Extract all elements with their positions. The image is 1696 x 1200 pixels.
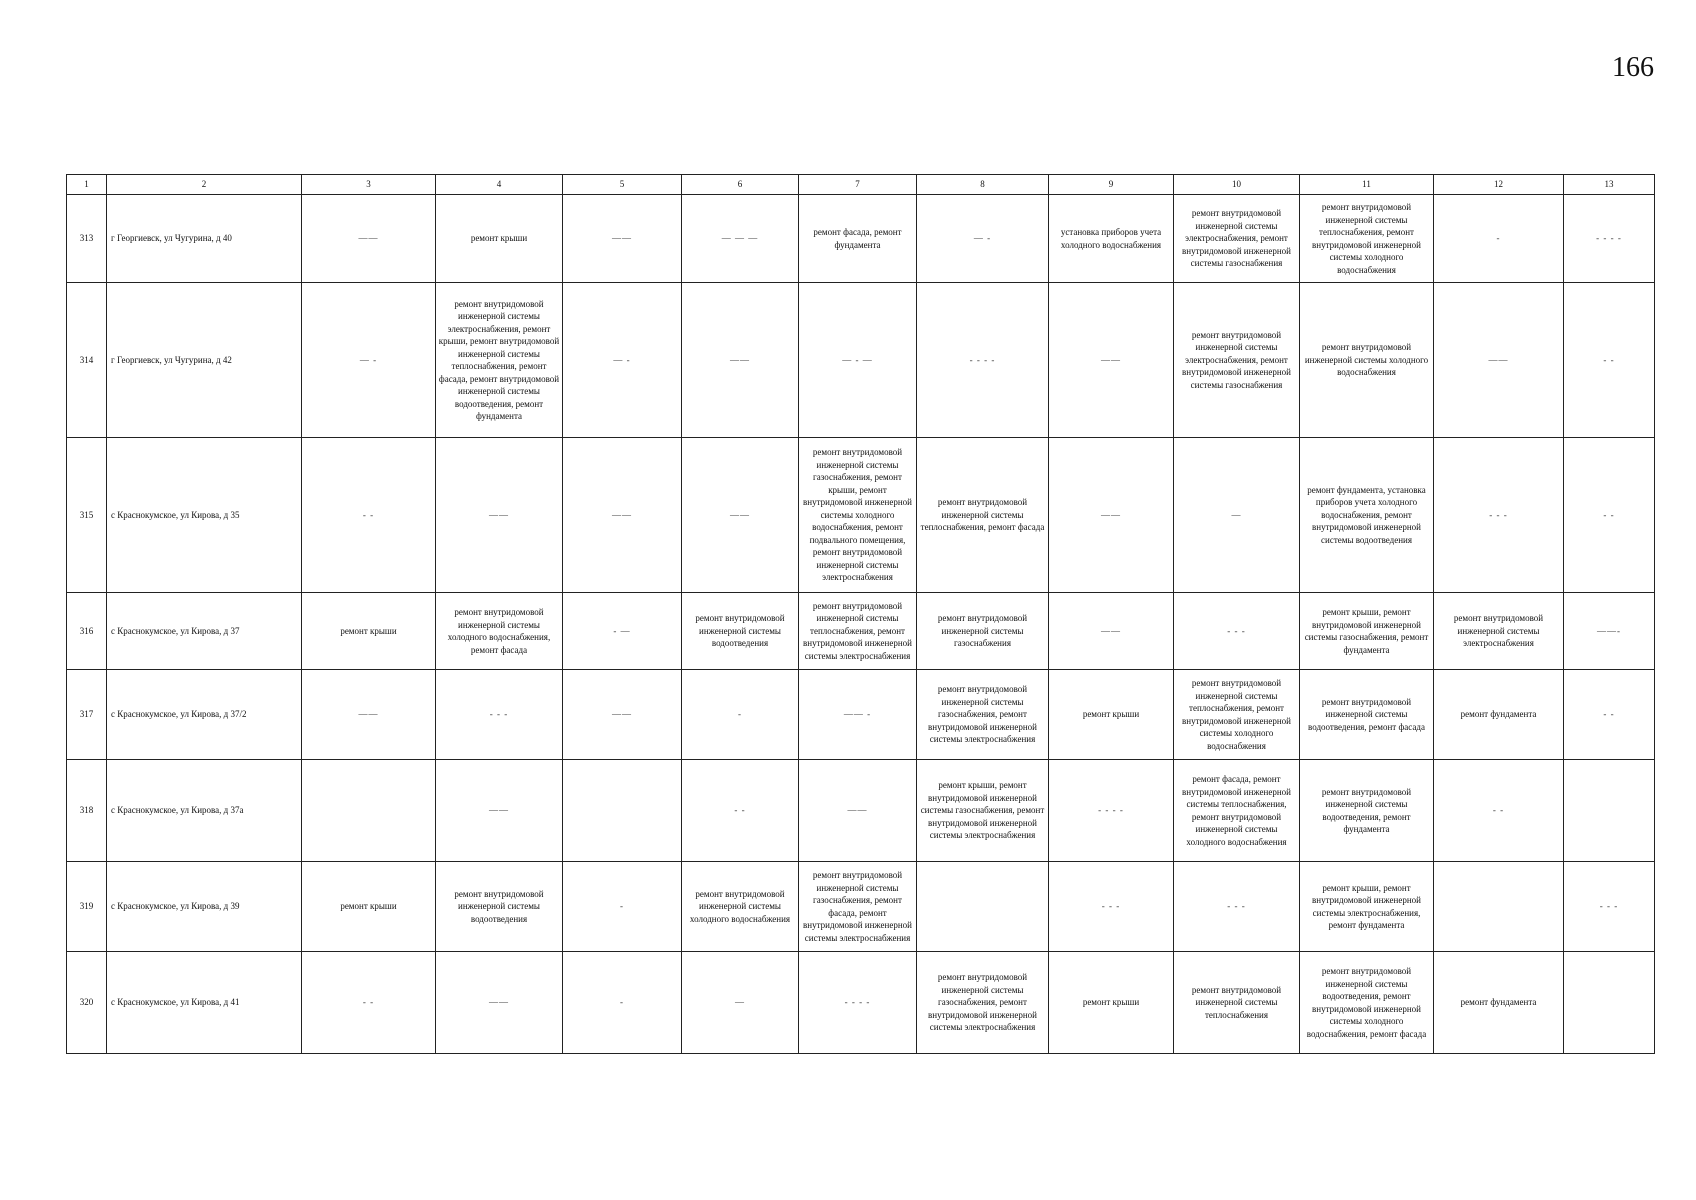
column-header-2: 2: [107, 175, 302, 195]
works-cell-col-5: ——: [563, 670, 682, 760]
column-header-11: 11: [1300, 175, 1434, 195]
header-row: [67, 175, 1655, 195]
column-header-1: 1: [67, 175, 107, 195]
works-cell-col-3: - -: [302, 952, 436, 1054]
works-cell-col-8: ремонт внутридомовой инженерной системы теплоснабжения, ремонт фасада: [917, 438, 1049, 593]
works-cell-col-13: - - -: [1564, 862, 1655, 952]
works-cell-col-12: - - -: [1434, 438, 1564, 593]
row-number-cell: 316: [67, 593, 107, 670]
works-cell-col-9: - - - -: [1049, 760, 1174, 862]
works-cell-col-9: установка приборов учета холодного водоснабжения: [1049, 195, 1174, 283]
works-cell-col-7: — - —: [799, 283, 917, 438]
works-cell-col-7: - - - -: [799, 952, 917, 1054]
table-row: [67, 283, 1655, 438]
column-header-7: 7: [799, 175, 917, 195]
address-cell: с Краснокумское, ул Кирова, д 35: [107, 438, 302, 593]
table-row: [67, 952, 1655, 1054]
works-cell-col-13: [1564, 760, 1655, 862]
table-row: [67, 670, 1655, 760]
works-cell-col-13: - -: [1564, 438, 1655, 593]
works-cell-col-12: ремонт фундамента: [1434, 670, 1564, 760]
works-cell-col-10: ремонт внутридомовой инженерной системы теплоснабжения: [1174, 952, 1300, 1054]
works-cell-col-13: ——-: [1564, 593, 1655, 670]
works-cell-col-4: ремонт крыши: [436, 195, 563, 283]
works-cell-col-10: - - -: [1174, 593, 1300, 670]
works-cell-col-10: ремонт внутридомовой инженерной системы электроснабжения, ремонт внутридомовой инженерной системы газоснабжения: [1174, 195, 1300, 283]
address-cell: с Краснокумское, ул Кирова, д 41: [107, 952, 302, 1054]
works-cell-col-3: ——: [302, 670, 436, 760]
works-cell-col-12: -: [1434, 195, 1564, 283]
column-header-6: 6: [682, 175, 799, 195]
row-number-cell: 320: [67, 952, 107, 1054]
table-row: [67, 593, 1655, 670]
works-cell-col-5: ——: [563, 438, 682, 593]
works-cell-col-4: ремонт внутридомовой инженерной системы холодного водоснабжения, ремонт фасада: [436, 593, 563, 670]
works-cell-col-6: ремонт внутридомовой инженерной системы холодного водоснабжения: [682, 862, 799, 952]
works-cell-col-13: - -: [1564, 670, 1655, 760]
works-cell-col-7: —— -: [799, 670, 917, 760]
works-cell-col-13: [1564, 952, 1655, 1054]
works-cell-col-4: ——: [436, 760, 563, 862]
address-cell: г Георгиевск, ул Чугурина, д 40: [107, 195, 302, 283]
works-cell-col-10: ремонт внутридомовой инженерной системы электроснабжения, ремонт внутридомовой инженерной системы газоснабжения: [1174, 283, 1300, 438]
works-cell-col-7: ремонт внутридомовой инженерной системы газоснабжения, ремонт крыши, ремонт внутридомовой инженерной системы холодного водоснабжения, ремонт подвального помещения, ремонт внутридомовой инженерной системы электроснабжения: [799, 438, 917, 593]
works-cell-col-6: ремонт внутридомовой инженерной системы водоотведения: [682, 593, 799, 670]
works-cell-col-6: ——: [682, 438, 799, 593]
works-cell-col-10: ремонт внутридомовой инженерной системы теплоснабжения, ремонт внутридомовой инженерной системы холодного водоснабжения: [1174, 670, 1300, 760]
works-cell-col-12: [1434, 862, 1564, 952]
table-row: [67, 195, 1655, 283]
works-cell-col-5: - —: [563, 593, 682, 670]
works-cell-col-12: ремонт фундамента: [1434, 952, 1564, 1054]
row-number-cell: 313: [67, 195, 107, 283]
column-header-5: 5: [563, 175, 682, 195]
works-cell-col-11: ремонт внутридомовой инженерной системы водоотведения, ремонт внутридомовой инженерной системы холодного водоснабжения, ремонт фасада: [1300, 952, 1434, 1054]
works-cell-col-11: ремонт внутридомовой инженерной системы теплоснабжения, ремонт внутридомовой инженерной системы холодного водоснабжения: [1300, 195, 1434, 283]
works-cell-col-7: ——: [799, 760, 917, 862]
works-cell-col-8: ремонт внутридомовой инженерной системы газоснабжения, ремонт внутридомовой инженерной системы электроснабжения: [917, 670, 1049, 760]
works-cell-col-11: ремонт крыши, ремонт внутридомовой инженерной системы электроснабжения, ремонт фундамента: [1300, 862, 1434, 952]
works-cell-col-3: ремонт крыши: [302, 862, 436, 952]
column-header-13: 13: [1564, 175, 1655, 195]
address-cell: с Краснокумское, ул Кирова, д 37/2: [107, 670, 302, 760]
table-row: [67, 760, 1655, 862]
works-cell-col-12: - -: [1434, 760, 1564, 862]
address-cell: г Георгиевск, ул Чугурина, д 42: [107, 283, 302, 438]
works-cell-col-4: ——: [436, 952, 563, 1054]
works-cell-col-5: ——: [563, 195, 682, 283]
works-cell-col-5: -: [563, 952, 682, 1054]
works-cell-col-7: ремонт внутридомовой инженерной системы газоснабжения, ремонт фасада, ремонт внутридомовой инженерной системы электроснабжения: [799, 862, 917, 952]
works-cell-col-11: ремонт фундамента, установка приборов учета холодного водоснабжения, ремонт внутридомовой инженерной системы водоотведения: [1300, 438, 1434, 593]
works-cell-col-8: ремонт крыши, ремонт внутридомовой инженерной системы газоснабжения, ремонт внутридомовой инженерной системы электроснабжения: [917, 760, 1049, 862]
works-cell-col-3: - -: [302, 438, 436, 593]
works-cell-col-5: -: [563, 862, 682, 952]
table-row: [67, 438, 1655, 593]
column-header-4: 4: [436, 175, 563, 195]
works-cell-col-11: ремонт внутридомовой инженерной системы водоотведения, ремонт фундамента: [1300, 760, 1434, 862]
address-cell: с Краснокумское, ул Кирова, д 39: [107, 862, 302, 952]
works-cell-col-7: ремонт внутридомовой инженерной системы теплоснабжения, ремонт внутридомовой инженерной системы электроснабжения: [799, 593, 917, 670]
page-number: 166: [1612, 52, 1654, 83]
column-header-8: 8: [917, 175, 1049, 195]
row-number-cell: 319: [67, 862, 107, 952]
works-cell-col-10: ремонт фасада, ремонт внутридомовой инженерной системы теплоснабжения, ремонт внутридомовой инженерной системы холодного водоснабжения: [1174, 760, 1300, 862]
table-body: [67, 195, 1655, 1054]
table-row: [67, 862, 1655, 952]
works-cell-col-4: ремонт внутридомовой инженерной системы электроснабжения, ремонт крыши, ремонт внутридомовой инженерной системы теплоснабжения, ремонт фасада, ремонт внутридомовой инженерной системы водоотведения, ремонт фундамента: [436, 283, 563, 438]
works-cell-col-6: -: [682, 670, 799, 760]
works-cell-col-8: — -: [917, 195, 1049, 283]
works-cell-col-3: [302, 760, 436, 862]
works-cell-col-8: [917, 862, 1049, 952]
repair-schedule-table: [66, 174, 1655, 1054]
column-header-10: 10: [1174, 175, 1300, 195]
address-cell: с Краснокумское, ул Кирова, д 37: [107, 593, 302, 670]
works-cell-col-6: - -: [682, 760, 799, 862]
works-cell-col-12: ремонт внутридомовой инженерной системы электроснабжения: [1434, 593, 1564, 670]
works-cell-col-3: — -: [302, 283, 436, 438]
works-cell-col-3: ремонт крыши: [302, 593, 436, 670]
works-cell-col-11: ремонт крыши, ремонт внутридомовой инженерной системы газоснабжения, ремонт фундамента: [1300, 593, 1434, 670]
works-cell-col-13: - -: [1564, 283, 1655, 438]
works-cell-col-8: - - - -: [917, 283, 1049, 438]
row-number-cell: 317: [67, 670, 107, 760]
works-cell-col-8: ремонт внутридомовой инженерной системы газоснабжения: [917, 593, 1049, 670]
works-cell-col-3: ——: [302, 195, 436, 283]
works-cell-col-10: - - -: [1174, 862, 1300, 952]
works-cell-col-9: ремонт крыши: [1049, 952, 1174, 1054]
works-cell-col-6: — — —: [682, 195, 799, 283]
works-cell-col-9: ремонт крыши: [1049, 670, 1174, 760]
works-cell-col-4: - - -: [436, 670, 563, 760]
works-cell-col-9: ——: [1049, 438, 1174, 593]
works-cell-col-11: ремонт внутридомовой инженерной системы водоотведения, ремонт фасада: [1300, 670, 1434, 760]
address-cell: с Краснокумское, ул Кирова, д 37а: [107, 760, 302, 862]
works-cell-col-6: —: [682, 952, 799, 1054]
works-cell-col-4: ——: [436, 438, 563, 593]
works-cell-col-10: —: [1174, 438, 1300, 593]
works-cell-col-12: ——: [1434, 283, 1564, 438]
works-cell-col-4: ремонт внутридомовой инженерной системы водоотведения: [436, 862, 563, 952]
works-cell-col-6: ——: [682, 283, 799, 438]
column-header-9: 9: [1049, 175, 1174, 195]
row-number-cell: 318: [67, 760, 107, 862]
works-cell-col-9: - - -: [1049, 862, 1174, 952]
row-number-cell: 314: [67, 283, 107, 438]
works-cell-col-7: ремонт фасада, ремонт фундамента: [799, 195, 917, 283]
row-number-cell: 315: [67, 438, 107, 593]
column-header-3: 3: [302, 175, 436, 195]
works-cell-col-9: ——: [1049, 283, 1174, 438]
works-cell-col-13: - - - -: [1564, 195, 1655, 283]
works-cell-col-5: — -: [563, 283, 682, 438]
works-cell-col-9: ——: [1049, 593, 1174, 670]
works-cell-col-11: ремонт внутридомовой инженерной системы холодного водоснабжения: [1300, 283, 1434, 438]
works-cell-col-8: ремонт внутридомовой инженерной системы газоснабжения, ремонт внутридомовой инженерной системы электроснабжения: [917, 952, 1049, 1054]
works-cell-col-5: [563, 760, 682, 862]
column-header-12: 12: [1434, 175, 1564, 195]
